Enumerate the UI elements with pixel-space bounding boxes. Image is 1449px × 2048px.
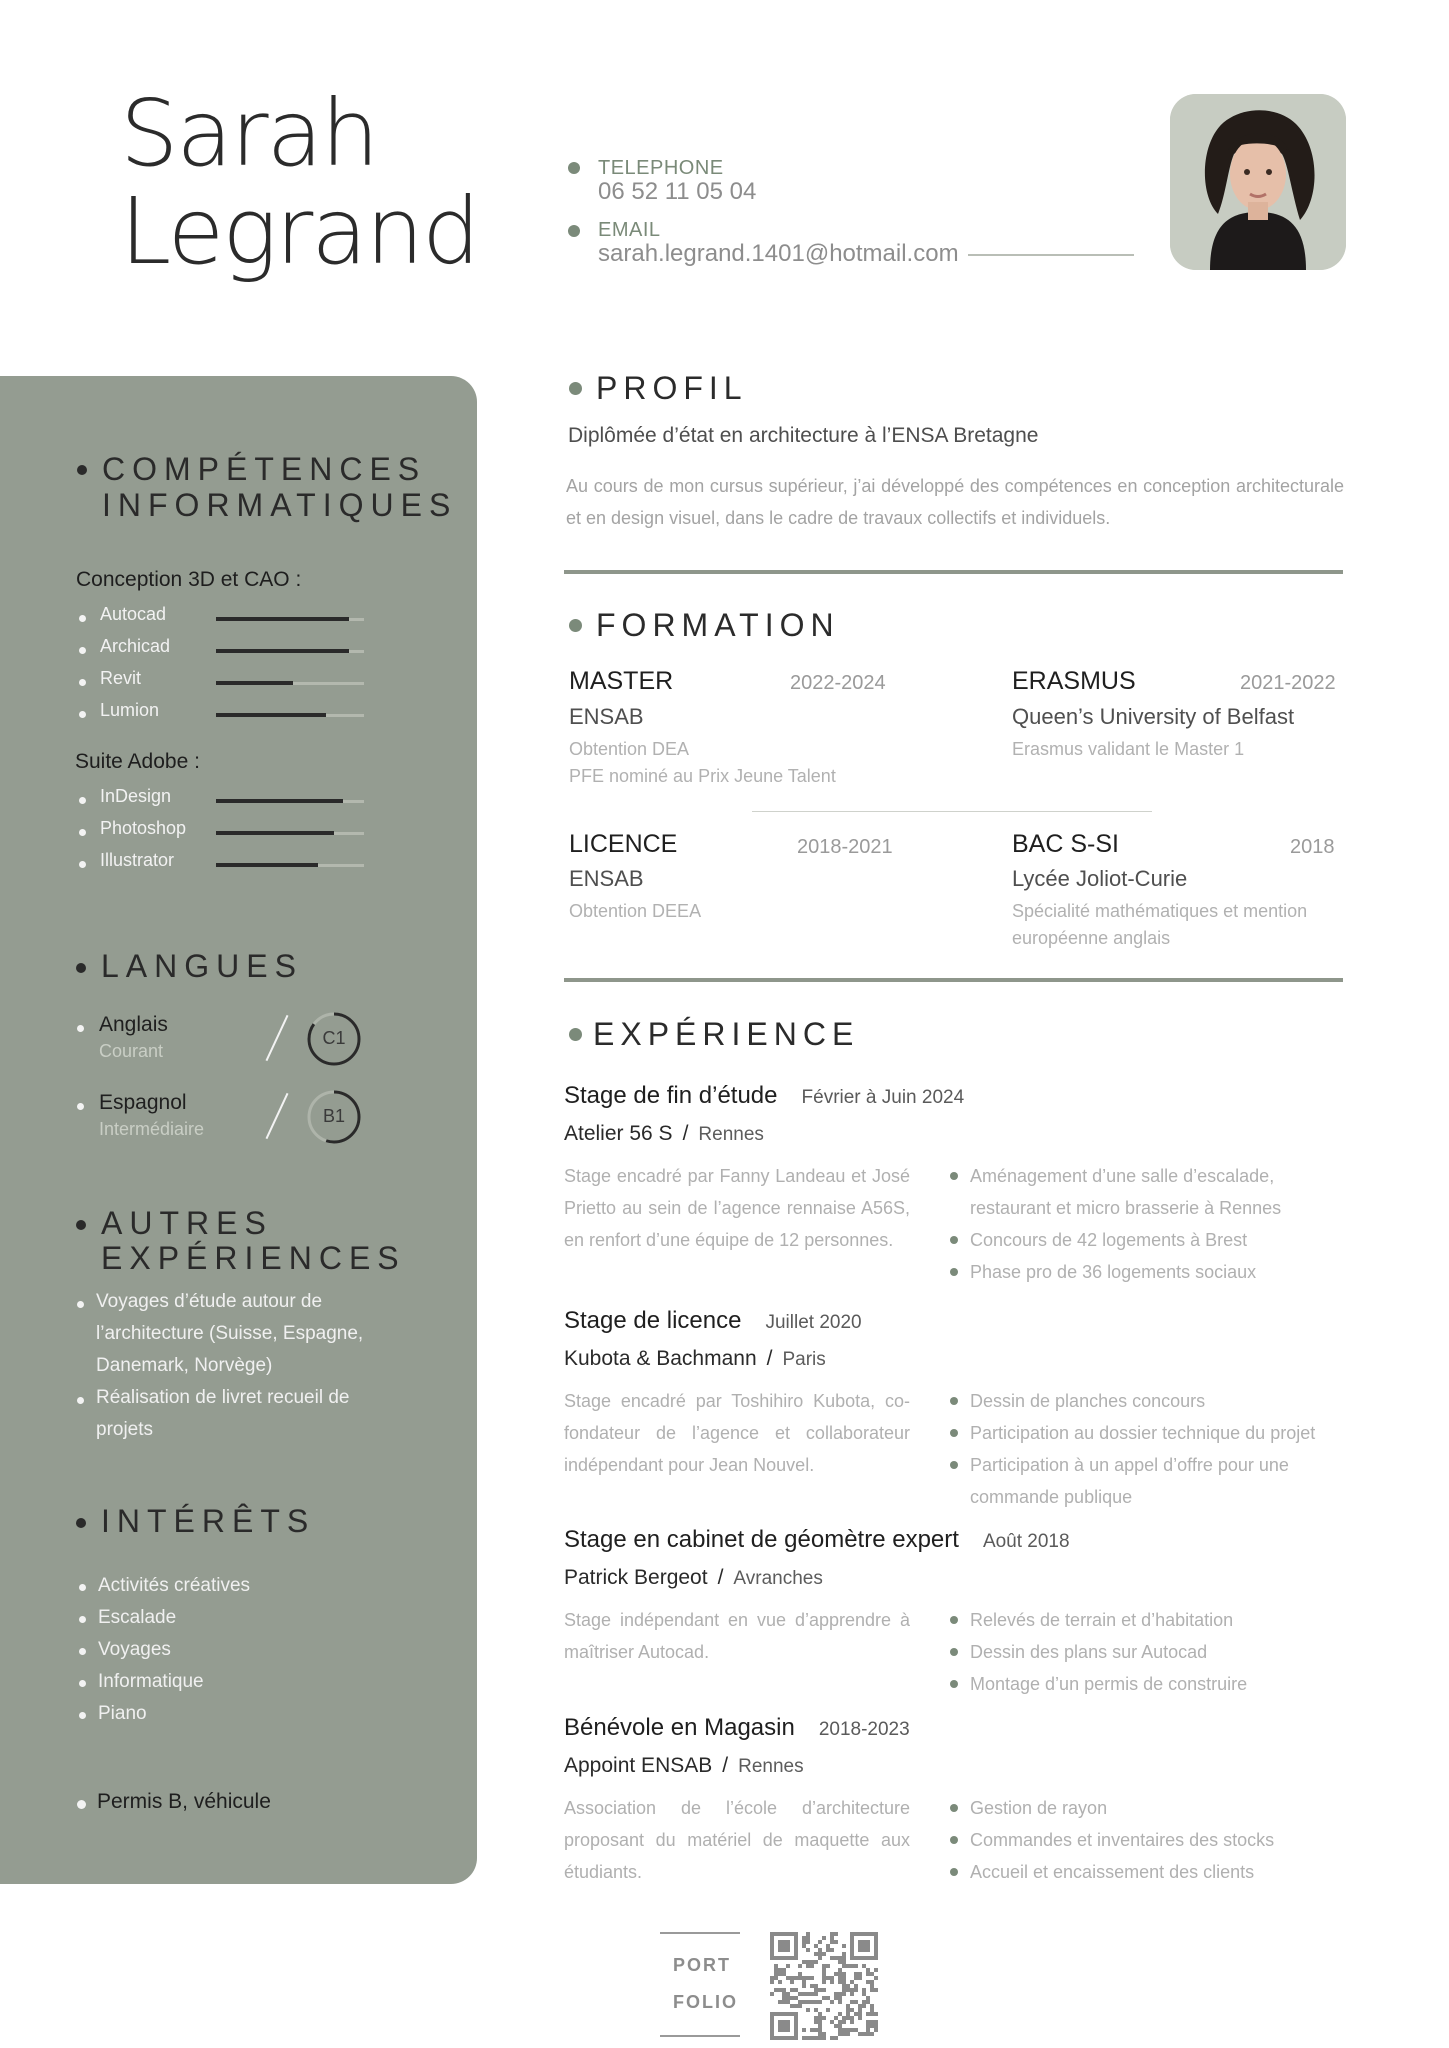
education-divider xyxy=(564,978,1343,982)
skill-level-bar xyxy=(216,832,364,835)
interest-bullet xyxy=(79,1680,86,1687)
phone-bullet xyxy=(568,162,580,174)
experience-date: 2018-2023 xyxy=(818,1719,910,1740)
interest-bullet xyxy=(79,1648,86,1655)
other-exp-line: l’architecture (Suisse, Espagne, xyxy=(96,1323,364,1344)
experience-task: Relevés de terrain et d’habitation xyxy=(950,1604,1345,1636)
skill-name: Autocad xyxy=(100,604,167,624)
other-exp-line: Voyages d’étude autour de xyxy=(96,1291,323,1312)
qr-code-icon xyxy=(770,1932,878,2040)
experience-header xyxy=(564,1082,964,1110)
degree-school: Queen’s University of Belfast xyxy=(1012,704,1295,729)
experience-title: Bénévole en Magasin xyxy=(564,1714,795,1741)
experience-task: Dessin de planches concours xyxy=(950,1385,1345,1417)
experience-city: Rennes xyxy=(698,1124,764,1145)
skill-name: Lumion xyxy=(100,700,160,720)
separator-slash: / xyxy=(682,1122,689,1145)
experience-title: Stage en cabinet de géomètre expert xyxy=(564,1526,959,1553)
skill-level-bar xyxy=(216,650,364,653)
experience-task: Concours de 42 logements à Brest xyxy=(950,1224,1345,1256)
experience-date: Février à Juin 2024 xyxy=(801,1087,965,1108)
degree-note: Obtention DEA xyxy=(569,739,690,759)
interest-bullet xyxy=(79,1616,86,1623)
language-bullet xyxy=(77,1103,84,1110)
sidebar-panel xyxy=(0,376,477,1884)
profile-divider xyxy=(564,570,1343,574)
experience-item xyxy=(564,1714,1348,1914)
portfolio-top-rule xyxy=(660,1932,740,1934)
skills-bullet xyxy=(77,465,87,475)
degree-note: Obtention DEEA xyxy=(569,901,702,921)
other-exp-bullet xyxy=(76,1220,86,1230)
language-level: Intermédiaire xyxy=(99,1119,205,1139)
language-grade: B1 xyxy=(322,1106,346,1126)
degree-note: Spécialité mathématiques et mention xyxy=(1012,901,1308,921)
skill-bullet xyxy=(79,829,86,836)
other-exp-line: projets xyxy=(96,1419,154,1440)
profile-text: Au cours de mon cursus supérieur, j’ai développé des compétences en conception architecturale et en design visuel, dans le cadre de travaux collectifs et individuels. xyxy=(566,476,1344,528)
language-level: Courant xyxy=(99,1041,164,1061)
separator-slash: / xyxy=(766,1347,773,1370)
degree-years: 2018 xyxy=(1290,836,1335,858)
skill-name: Illustrator xyxy=(100,850,175,870)
cao-heading: Conception 3D et CAO : xyxy=(76,568,302,591)
education-separator xyxy=(752,811,1152,812)
interest-bullet xyxy=(79,1712,86,1719)
languages-title: LANGUES xyxy=(101,948,303,984)
interests-title: INTÉRÊTS xyxy=(101,1503,316,1539)
experience-title: Stage de licence xyxy=(564,1307,742,1334)
portfolio-qr-code[interactable] xyxy=(770,1932,878,2040)
skill-level-fill xyxy=(216,681,293,685)
experience-header xyxy=(564,1307,862,1335)
experience-tasks xyxy=(950,1160,1345,1288)
skill-name: Revit xyxy=(100,668,142,688)
portfolio-label-1: PORT xyxy=(673,1955,732,1975)
phone-value[interactable]: 06 52 11 05 04 xyxy=(598,178,757,205)
other-exp-title-line1: AUTRES xyxy=(101,1205,273,1241)
degree-note: Erasmus validant le Master 1 xyxy=(1012,739,1245,759)
experience-description: Association de l’école d’architecture proposant du matériel de maquette aux étudiants. xyxy=(564,1798,910,1882)
other-exp-bullet-2 xyxy=(77,1397,84,1404)
skill-bullet xyxy=(79,647,86,654)
interest-item: Informatique xyxy=(98,1671,204,1692)
skill-name: Archicad xyxy=(100,636,171,656)
other-exp-line: Danemark, Norvège) xyxy=(96,1355,273,1376)
experience-date: Juillet 2020 xyxy=(765,1312,862,1333)
experience-item xyxy=(564,1526,1348,1726)
skill-name: Photoshop xyxy=(100,818,187,838)
experience-city: Avranches xyxy=(733,1568,823,1589)
skill-bullet xyxy=(79,615,86,622)
language-grade: C1 xyxy=(322,1028,346,1048)
degree-title: BAC S-SI xyxy=(1012,830,1119,858)
skill-level-fill xyxy=(216,831,334,835)
experience-task: Aménagement d’une salle d’escalade, restaurant et micro brasserie à Rennes xyxy=(950,1160,1345,1224)
experience-item xyxy=(564,1307,1348,1507)
email-value[interactable]: sarah.legrand.1401@hotmail.com xyxy=(598,240,959,267)
interest-item: Piano xyxy=(98,1703,147,1724)
skill-bullet xyxy=(79,797,86,804)
experience-date: Août 2018 xyxy=(982,1531,1070,1552)
experience-task: Gestion de rayon xyxy=(950,1792,1345,1824)
experience-task: Accueil et encaissement des clients xyxy=(950,1856,1345,1888)
portrait-image xyxy=(1170,94,1346,270)
experience-company: Atelier 56 S xyxy=(564,1122,673,1145)
portfolio-label-2: FOLIO xyxy=(673,1992,738,2012)
experience-company: Kubota & Bachmann xyxy=(564,1347,757,1370)
experience-header xyxy=(564,1526,1070,1554)
adobe-heading: Suite Adobe : xyxy=(75,750,200,773)
email-bullet xyxy=(568,225,580,237)
skill-level-fill xyxy=(216,863,318,867)
skill-level-bar xyxy=(216,618,364,621)
degree-school: ENSAB xyxy=(569,704,644,729)
driving-license: Permis B, véhicule xyxy=(97,1790,271,1813)
skill-level-fill xyxy=(216,617,349,621)
skill-level-bar xyxy=(216,864,364,867)
experience-task: Commandes et inventaires des stocks xyxy=(950,1824,1345,1856)
degree-note: européenne anglais xyxy=(1012,928,1171,948)
skill-level-bar xyxy=(216,714,364,717)
first-name: Sarah xyxy=(120,80,378,187)
separator-slash: / xyxy=(722,1754,729,1777)
education-bullet xyxy=(569,619,582,632)
skill-level-fill xyxy=(216,713,326,717)
profile-bullet xyxy=(569,382,582,395)
experience-item xyxy=(564,1082,1348,1282)
experience-company: Appoint ENSAB xyxy=(564,1754,713,1777)
language-name: Anglais xyxy=(99,1013,168,1036)
experience-description: Stage encadré par Fanny Landeau et José Prietto au sein de l’agence rennaise A56S, en renfort d’une équipe de 12 personnes. xyxy=(564,1166,910,1250)
experience-description: Stage encadré par Toshihiro Kubota, co-fondateur de l’agence et collaborateur indépendant pour Jean Nouvel. xyxy=(564,1391,910,1475)
portfolio-bottom-rule xyxy=(660,2035,740,2037)
header-rule xyxy=(968,254,1134,256)
skill-level-fill xyxy=(216,649,349,653)
license-bullet xyxy=(77,1800,86,1809)
education-title: FORMATION xyxy=(596,607,840,643)
degree-title: ERASMUS xyxy=(1012,667,1136,695)
degree-years: 2022-2024 xyxy=(790,672,886,694)
other-exp-bullet-1 xyxy=(77,1301,84,1308)
last-name: Legrand xyxy=(120,178,479,285)
experience-title: Stage de fin d’étude xyxy=(564,1082,778,1109)
language-name: Espagnol xyxy=(99,1091,187,1114)
experience-city: Paris xyxy=(782,1349,826,1370)
experience-task: Phase pro de 36 logements sociaux xyxy=(950,1256,1345,1288)
other-exp-line: Réalisation de livret recueil de xyxy=(96,1387,350,1408)
degree-title: MASTER xyxy=(569,667,674,695)
experience-tasks xyxy=(950,1792,1345,1888)
skill-level-bar xyxy=(216,682,364,685)
experience-header xyxy=(564,1714,910,1742)
experience-employer xyxy=(564,1347,826,1371)
experience-bullet xyxy=(569,1028,582,1041)
interests-bullet xyxy=(76,1518,86,1528)
skill-bullet xyxy=(79,711,86,718)
email-label: EMAIL xyxy=(598,219,661,241)
experience-task: Dessin des plans sur Autocad xyxy=(950,1636,1345,1668)
skills-title-line2: INFORMATIQUES xyxy=(102,487,458,523)
profile-photo xyxy=(1170,94,1346,270)
experience-company: Patrick Bergeot xyxy=(564,1566,708,1589)
languages-bullet xyxy=(76,963,86,973)
phone-label: TELEPHONE xyxy=(598,157,724,179)
experience-employer xyxy=(564,1754,804,1778)
profile-headline: Diplômée d’état en architecture à l’ENSA Bretagne xyxy=(568,424,1039,447)
experience-task: Montage d’un permis de construire xyxy=(950,1668,1345,1700)
experience-task: Participation au dossier technique du projet xyxy=(950,1417,1345,1449)
experience-description: Stage indépendant en vue d’apprendre à maîtriser Autocad. xyxy=(564,1610,910,1662)
skill-level-fill xyxy=(216,799,343,803)
experience-employer xyxy=(564,1566,823,1590)
skills-title-line1: COMPÉTENCES xyxy=(102,451,427,487)
degree-school: ENSAB xyxy=(569,866,644,891)
degree-note: PFE nominé au Prix Jeune Talent xyxy=(569,766,836,786)
degree-title: LICENCE xyxy=(569,830,678,858)
degree-years: 2018-2021 xyxy=(797,836,893,858)
degree-school: Lycée Joliot-Curie xyxy=(1012,866,1188,891)
degree-years: 2021-2022 xyxy=(1240,672,1336,694)
interest-item: Activités créatives xyxy=(98,1575,251,1596)
other-exp-title-line2: EXPÉRIENCES xyxy=(101,1240,406,1276)
experience-task: Participation à un appel d’offre pour une commande publique xyxy=(950,1449,1345,1513)
interest-item: Escalade xyxy=(98,1607,177,1628)
skill-bullet xyxy=(79,861,86,868)
profile-title: PROFIL xyxy=(596,370,748,406)
interest-bullet xyxy=(79,1584,86,1591)
experience-title: EXPÉRIENCE xyxy=(593,1016,860,1052)
interest-item: Voyages xyxy=(98,1639,171,1660)
separator-slash: / xyxy=(717,1566,724,1589)
experience-city: Rennes xyxy=(738,1756,804,1777)
experience-employer xyxy=(564,1122,764,1146)
skill-bullet xyxy=(79,679,86,686)
experience-tasks xyxy=(950,1385,1345,1513)
skill-level-bar xyxy=(216,800,364,803)
language-bullet xyxy=(77,1025,84,1032)
skill-name: InDesign xyxy=(100,786,172,806)
experience-tasks xyxy=(950,1604,1345,1700)
